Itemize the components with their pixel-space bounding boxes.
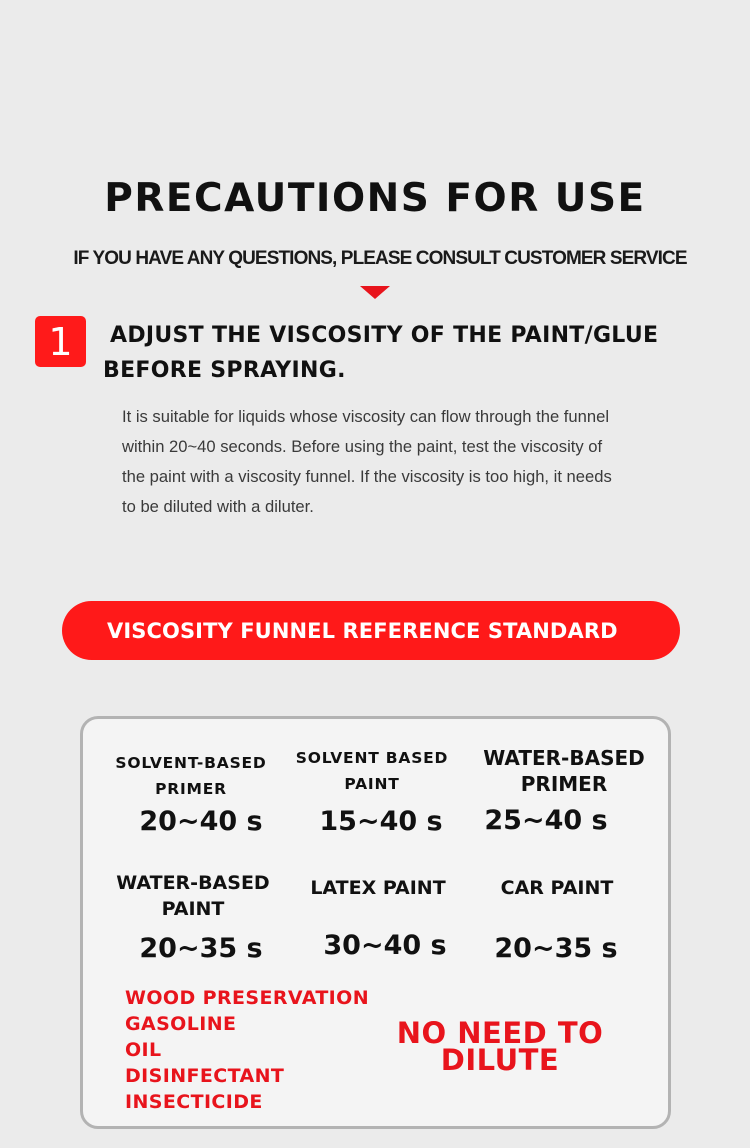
no-dilute-line: DILUTE (440, 1043, 560, 1077)
no-dilute-line: NO NEED TO (396, 1016, 604, 1050)
standard-label-line: PRIMER (520, 772, 608, 796)
no-dilute-item: GASOLINE (125, 1013, 237, 1035)
page-subtitle: IF YOU HAVE ANY QUESTIONS, PLEASE CONSULT CUSTOMER SERVICE (73, 248, 687, 269)
reference-standard-banner: VISCOSITY FUNNEL REFERENCE STANDARD (62, 601, 680, 660)
step-heading-line1: ADJUST THE VISCOSITY OF THE PAINT/GLUE (110, 323, 659, 348)
no-need-to-dilute-note (380, 1016, 620, 1077)
standard-value: 20~40 s (139, 806, 263, 837)
standard-label-line: CAR PAINT (500, 877, 614, 899)
standard-value: 20~35 s (494, 933, 618, 964)
standard-label-line: SOLVENT-BASED (115, 754, 267, 772)
standard-label (290, 745, 454, 797)
standard-label-line: LATEX PAINT (310, 877, 446, 899)
standard-value: 25~40 s (484, 805, 608, 836)
step-description-line: the paint with a viscosity funnel. If the viscosity is too high, it needs (122, 467, 612, 486)
step-heading (103, 318, 743, 388)
no-dilute-item: OIL (125, 1039, 162, 1061)
step-description-line: to be diluted with a diluter. (122, 497, 314, 516)
no-dilute-item: WOOD PRESERVATION (125, 987, 370, 1009)
standard-value: 30~40 s (323, 930, 447, 961)
step-description-line: It is suitable for liquids whose viscosity can flow through the funnel (122, 407, 610, 426)
standard-label (480, 745, 648, 797)
no-dilute-item: DISINFECTANT (125, 1065, 285, 1087)
no-dilute-list (125, 985, 369, 1115)
standard-label-line: WATER-BASED (483, 746, 645, 770)
standard-label-line: SOLVENT BASED (295, 749, 449, 767)
step-heading-line2: BEFORE SPRAYING. (103, 358, 346, 383)
standard-label-line: PAINT (344, 775, 400, 793)
standard-label-line: PAINT (161, 898, 225, 920)
step-description-line: within 20~40 seconds. Before using the paint, test the viscosity of (122, 437, 603, 456)
step-number-badge: 1 (35, 316, 86, 367)
standard-label (110, 750, 272, 802)
standard-label (487, 875, 627, 901)
standard-value: 15~40 s (319, 806, 443, 837)
standard-label (108, 870, 278, 922)
standard-value: 20~35 s (139, 933, 263, 964)
standard-label-line: PRIMER (155, 780, 227, 798)
standard-label-line: WATER-BASED (116, 872, 270, 894)
step-description (122, 402, 722, 522)
standard-label (300, 875, 456, 901)
page-title: PRECAUTIONS FOR USE (104, 176, 646, 221)
no-dilute-item: INSECTICIDE (125, 1091, 263, 1113)
down-arrow-icon (360, 286, 390, 299)
